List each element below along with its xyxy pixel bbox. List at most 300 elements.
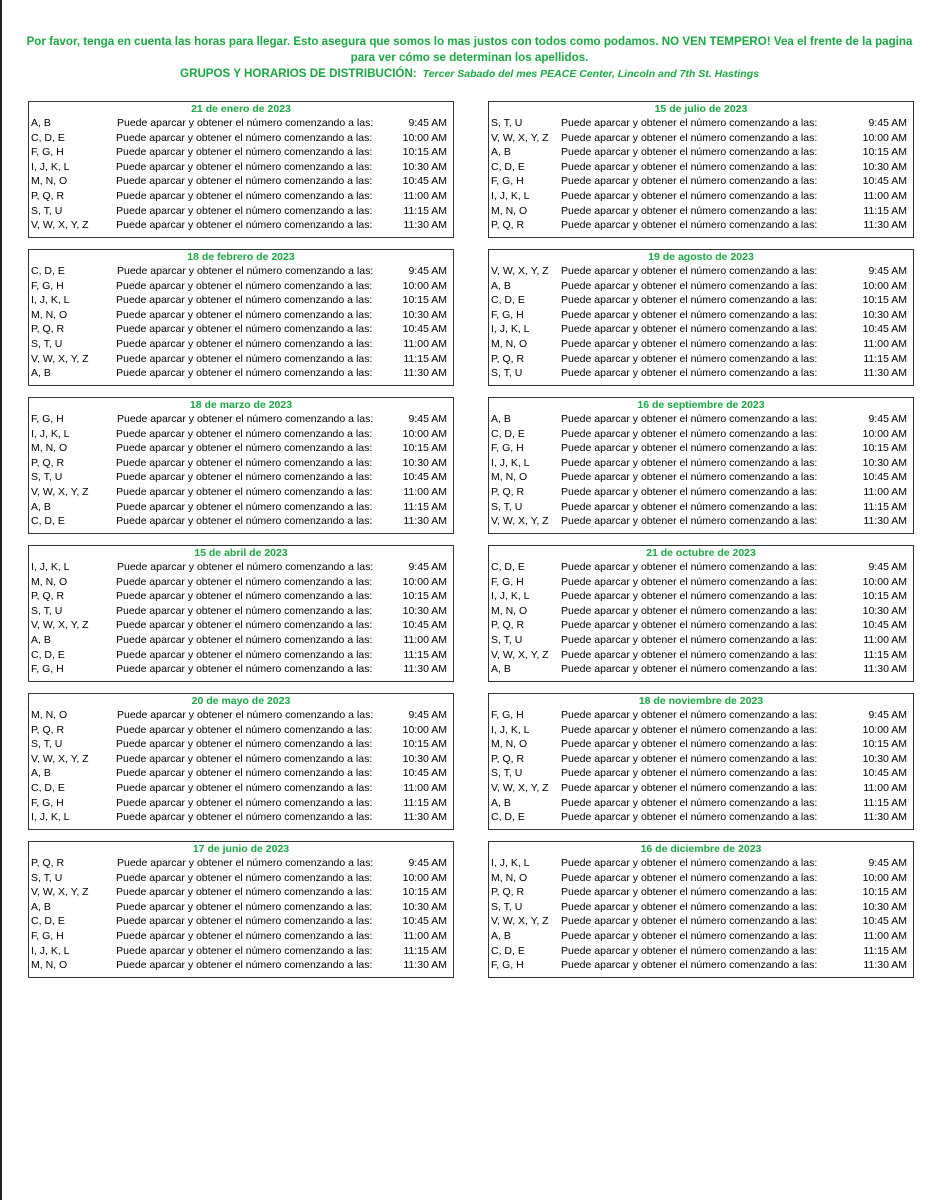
instruction-text: Puede aparcar y obtener el número comenzando a las: bbox=[561, 189, 818, 202]
instruction-text: Puede aparcar y obtener el número comenzando a las: bbox=[116, 442, 373, 455]
arrival-time: 10:45 AM bbox=[402, 323, 447, 336]
surname-group: M, N, O bbox=[491, 738, 528, 751]
schedule-row bbox=[29, 914, 453, 929]
surname-group: I, J, K, L bbox=[491, 590, 530, 603]
schedule-row bbox=[489, 174, 913, 189]
surname-group: V, W, X, Y, Z bbox=[491, 648, 549, 661]
surname-group: I, J, K, L bbox=[31, 561, 70, 573]
instruction-text: Puede aparcar y obtener el número comenzando a las: bbox=[116, 367, 373, 380]
instruction-text: Puede aparcar y obtener el número comenzando a las: bbox=[116, 767, 373, 780]
instruction-text: Puede aparcar y obtener el número comenzando a las: bbox=[116, 959, 373, 972]
schedule-row bbox=[29, 752, 453, 767]
surname-group: P, Q, R bbox=[491, 752, 525, 765]
arrival-time: 11:00 AM bbox=[863, 929, 907, 942]
instruction-text: Puede aparcar y obtener el número comenzando a las: bbox=[561, 294, 818, 307]
schedule-row bbox=[489, 575, 913, 590]
schedule-row bbox=[29, 337, 453, 352]
schedule-row bbox=[29, 514, 453, 529]
surname-group: P, Q, R bbox=[31, 323, 65, 336]
instruction-text: Puede aparcar y obtener el número comenzando a las: bbox=[116, 160, 373, 173]
page-left-border bbox=[0, 0, 2, 1200]
arrival-time: 9:45 AM bbox=[868, 709, 907, 721]
instruction-text: Puede aparcar y obtener el número comenzando a las: bbox=[561, 117, 818, 129]
arrival-time: 10:00 AM bbox=[862, 871, 907, 884]
surname-group: V, W, X, Y, Z bbox=[491, 781, 549, 794]
schedule-row bbox=[489, 662, 913, 677]
arrival-time: 11:00 AM bbox=[863, 781, 907, 794]
schedule-row bbox=[29, 796, 453, 811]
arrival-time: 11:00 AM bbox=[403, 781, 447, 794]
arrival-time: 11:15 AM bbox=[403, 796, 447, 809]
schedule-box bbox=[488, 101, 914, 238]
instruction-text: Puede aparcar y obtener el número comenzando a las: bbox=[116, 796, 373, 809]
arrival-time: 10:15 AM bbox=[862, 886, 907, 899]
surname-group: F, G, H bbox=[491, 709, 524, 721]
surname-group: A, B bbox=[31, 633, 51, 646]
arrival-time: 10:30 AM bbox=[862, 900, 907, 913]
arrival-time: 11:30 AM bbox=[403, 811, 447, 824]
arrival-time: 10:45 AM bbox=[402, 619, 447, 632]
instruction-text: Puede aparcar y obtener el número comenzando a las: bbox=[116, 279, 373, 292]
arrival-time: 10:30 AM bbox=[402, 160, 447, 173]
arrival-time: 10:15 AM bbox=[862, 146, 907, 159]
arrival-time: 11:00 AM bbox=[403, 485, 447, 498]
schedule-row bbox=[29, 560, 453, 575]
schedule-row bbox=[29, 618, 453, 633]
schedule-row bbox=[29, 174, 453, 189]
instruction-text: Puede aparcar y obtener el número comenzando a las: bbox=[561, 648, 818, 661]
arrival-time: 9:45 AM bbox=[868, 561, 907, 573]
instruction-text: Puede aparcar y obtener el número comenzando a las: bbox=[561, 131, 818, 144]
instruction-text: Puede aparcar y obtener el número comenzando a las: bbox=[561, 442, 818, 455]
arrival-time: 10:00 AM bbox=[402, 575, 447, 588]
schedule-row bbox=[29, 929, 453, 944]
surname-group: C, D, E bbox=[31, 265, 65, 277]
schedule-row bbox=[489, 189, 913, 204]
surname-group: S, T, U bbox=[491, 900, 523, 913]
surname-group: M, N, O bbox=[491, 604, 528, 617]
schedule-box bbox=[488, 545, 914, 682]
instruction-text: Puede aparcar y obtener el número comenzando a las: bbox=[561, 871, 818, 884]
surname-group: A, B bbox=[491, 796, 511, 809]
schedule-box bbox=[28, 249, 454, 386]
schedule-row bbox=[29, 500, 453, 515]
instruction-text: Puede aparcar y obtener el número comenzando a las: bbox=[561, 900, 818, 913]
surname-group: F, G, H bbox=[491, 575, 524, 588]
surname-group: C, D, E bbox=[31, 781, 65, 794]
instruction-text: Puede aparcar y obtener el número comenzando a las: bbox=[117, 413, 374, 425]
schedule-row bbox=[29, 575, 453, 590]
schedule-row bbox=[29, 856, 453, 871]
arrival-time: 10:00 AM bbox=[862, 427, 907, 440]
arrival-time: 10:15 AM bbox=[402, 886, 447, 899]
schedule-row bbox=[489, 708, 913, 723]
schedule-row bbox=[29, 589, 453, 604]
surname-group: C, D, E bbox=[31, 131, 65, 144]
schedule-box bbox=[488, 249, 914, 386]
surname-group: P, Q, R bbox=[31, 456, 65, 469]
arrival-time: 11:00 AM bbox=[863, 485, 907, 498]
arrival-time: 10:30 AM bbox=[402, 752, 447, 765]
schedule-row bbox=[29, 708, 453, 723]
surname-group: A, B bbox=[491, 663, 511, 676]
schedule-row bbox=[489, 441, 913, 456]
instruction-text: Puede aparcar y obtener el número comenzando a las: bbox=[117, 857, 374, 869]
surname-group: I, J, K, L bbox=[491, 723, 530, 736]
surname-group: F, G, H bbox=[31, 929, 64, 942]
surname-group: A, B bbox=[491, 279, 511, 292]
surname-group: S, T, U bbox=[31, 604, 63, 617]
surname-group: M, N, O bbox=[491, 871, 528, 884]
surname-group: S, T, U bbox=[491, 767, 523, 780]
surname-group: P, Q, R bbox=[31, 723, 65, 736]
instruction-text: Puede aparcar y obtener el número comenzando a las: bbox=[116, 886, 373, 899]
surname-group: M, N, O bbox=[31, 959, 68, 972]
schedule-row bbox=[29, 662, 453, 677]
instruction-text: Puede aparcar y obtener el número comenzando a las: bbox=[561, 811, 818, 824]
surname-group: V, W, X, Y, Z bbox=[491, 131, 549, 144]
instruction-text: Puede aparcar y obtener el número comenzando a las: bbox=[116, 456, 373, 469]
arrival-time: 10:45 AM bbox=[862, 915, 907, 928]
arrival-time: 9:45 AM bbox=[408, 117, 447, 129]
arrival-time: 11:30 AM bbox=[403, 219, 447, 232]
arrival-time: 10:00 AM bbox=[862, 131, 907, 144]
schedule-row bbox=[29, 648, 453, 663]
schedule-row bbox=[489, 366, 913, 381]
schedule-row bbox=[29, 737, 453, 752]
arrival-time: 10:15 AM bbox=[402, 294, 447, 307]
schedule-row bbox=[29, 204, 453, 219]
instruction-text: Puede aparcar y obtener el número comenzando a las: bbox=[561, 471, 818, 484]
surname-group: S, T, U bbox=[491, 633, 523, 646]
surname-group: S, T, U bbox=[31, 204, 63, 217]
schedule-row bbox=[489, 500, 913, 515]
schedule-row bbox=[29, 322, 453, 337]
schedule-row bbox=[29, 633, 453, 648]
schedule-row bbox=[489, 293, 913, 308]
instruction-text: Puede aparcar y obtener el número comenzando a las: bbox=[561, 279, 818, 292]
surname-group: P, Q, R bbox=[31, 590, 65, 603]
header-notice-line2: para ver cómo se determinan los apellidos. bbox=[350, 51, 589, 64]
surname-group: F, G, H bbox=[31, 663, 64, 676]
instruction-text: Puede aparcar y obtener el número comenzando a las: bbox=[116, 663, 373, 676]
arrival-time: 10:45 AM bbox=[862, 619, 907, 632]
surname-group: I, J, K, L bbox=[491, 456, 530, 469]
instruction-text: Puede aparcar y obtener el número comenzando a las: bbox=[116, 175, 373, 188]
instruction-text: Puede aparcar y obtener el número comenzando a las: bbox=[561, 175, 818, 188]
schedule-row bbox=[489, 752, 913, 767]
surname-group: C, D, E bbox=[31, 515, 65, 528]
schedule-date: 17 de junio de 2023 bbox=[192, 843, 290, 855]
arrival-time: 11:15 AM bbox=[403, 500, 447, 513]
arrival-time: 10:30 AM bbox=[402, 456, 447, 469]
schedule-row bbox=[29, 293, 453, 308]
instruction-text: Puede aparcar y obtener el número comenzando a las: bbox=[561, 857, 818, 869]
schedule-row bbox=[29, 810, 453, 825]
schedule-row bbox=[29, 116, 453, 131]
instruction-text: Puede aparcar y obtener el número comenzando a las: bbox=[561, 590, 818, 603]
arrival-time: 10:45 AM bbox=[402, 471, 447, 484]
surname-group: A, B bbox=[491, 146, 511, 159]
arrival-time: 11:15 AM bbox=[863, 352, 907, 365]
surname-group: V, W, X, Y, Z bbox=[491, 515, 549, 528]
arrival-time: 10:15 AM bbox=[402, 442, 447, 455]
surname-group: F, G, H bbox=[31, 796, 64, 809]
schedule-row bbox=[489, 560, 913, 575]
instruction-text: Puede aparcar y obtener el número comenzando a las: bbox=[561, 413, 818, 425]
arrival-time: 11:00 AM bbox=[863, 337, 907, 350]
schedule-box bbox=[488, 693, 914, 830]
schedule-box bbox=[488, 841, 914, 978]
surname-group: P, Q, R bbox=[491, 485, 525, 498]
surname-group: M, N, O bbox=[31, 575, 68, 588]
instruction-text: Puede aparcar y obtener el número comenzando a las: bbox=[116, 515, 373, 528]
schedule-date: 21 de enero de 2023 bbox=[191, 103, 291, 115]
surname-group: F, G, H bbox=[491, 308, 524, 321]
arrival-time: 10:15 AM bbox=[402, 738, 447, 751]
surname-group: A, B bbox=[31, 767, 51, 780]
instruction-text: Puede aparcar y obtener el número comenzando a las: bbox=[116, 294, 373, 307]
surname-group: V, W, X, Y, Z bbox=[31, 619, 89, 632]
header-groups-title bbox=[0, 66, 939, 82]
schedule-row bbox=[489, 308, 913, 323]
surname-group: P, Q, R bbox=[491, 352, 525, 365]
surname-group: M, N, O bbox=[31, 175, 68, 188]
arrival-time: 11:15 AM bbox=[863, 648, 907, 661]
surname-group: C, D, E bbox=[491, 944, 525, 957]
schedule-row bbox=[29, 366, 453, 381]
arrival-time: 9:45 AM bbox=[408, 561, 447, 573]
instruction-text: Puede aparcar y obtener el número comenzando a las: bbox=[561, 575, 818, 588]
arrival-time: 10:00 AM bbox=[862, 723, 907, 736]
schedule-row bbox=[489, 737, 913, 752]
instruction-text: Puede aparcar y obtener el número comenzando a las: bbox=[116, 337, 373, 350]
instruction-text: Puede aparcar y obtener el número comenzando a las: bbox=[561, 323, 818, 336]
schedule-row bbox=[489, 485, 913, 500]
arrival-time: 11:30 AM bbox=[863, 219, 907, 232]
schedule-row bbox=[29, 456, 453, 471]
arrival-time: 11:15 AM bbox=[863, 204, 907, 217]
instruction-text: Puede aparcar y obtener el número comenzando a las: bbox=[561, 604, 818, 617]
schedule-row bbox=[489, 929, 913, 944]
surname-group: V, W, X, Y, Z bbox=[491, 915, 549, 928]
schedule-row bbox=[489, 648, 913, 663]
arrival-time: 10:00 AM bbox=[402, 723, 447, 736]
surname-group: C, D, E bbox=[31, 915, 65, 928]
schedule-row bbox=[489, 796, 913, 811]
instruction-text: Puede aparcar y obtener el número comenzando a las: bbox=[116, 500, 373, 513]
schedule-date: 19 de agosto de 2023 bbox=[648, 251, 754, 263]
schedule-date: 15 de julio de 2023 bbox=[654, 103, 748, 115]
instruction-text: Puede aparcar y obtener el número comenzando a las: bbox=[116, 633, 373, 646]
surname-group: S, T, U bbox=[491, 500, 523, 513]
arrival-time: 11:00 AM bbox=[403, 929, 447, 942]
schedule-box bbox=[28, 693, 454, 830]
surname-group: S, T, U bbox=[31, 337, 63, 350]
schedule-row bbox=[489, 160, 913, 175]
instruction-text: Puede aparcar y obtener el número comenzando a las: bbox=[117, 117, 374, 129]
schedule-row bbox=[489, 412, 913, 427]
surname-group: V, W, X, Y, Z bbox=[31, 485, 89, 498]
arrival-time: 10:15 AM bbox=[862, 590, 907, 603]
surname-group: V, W, X, Y, Z bbox=[491, 265, 549, 277]
schedule-row bbox=[29, 160, 453, 175]
arrival-time: 11:30 AM bbox=[403, 515, 447, 528]
schedule-row bbox=[489, 810, 913, 825]
surname-group: V, W, X, Y, Z bbox=[31, 752, 89, 765]
surname-group: I, J, K, L bbox=[491, 857, 530, 869]
surname-group: M, N, O bbox=[31, 709, 68, 721]
schedule-row bbox=[29, 279, 453, 294]
schedule-row bbox=[489, 427, 913, 442]
surname-group: I, J, K, L bbox=[31, 811, 70, 824]
schedule-row bbox=[29, 766, 453, 781]
surname-group: F, G, H bbox=[491, 175, 524, 188]
instruction-text: Puede aparcar y obtener el número comenzando a las: bbox=[116, 752, 373, 765]
schedule-row bbox=[489, 279, 913, 294]
instruction-text: Puede aparcar y obtener el número comenzando a las: bbox=[116, 738, 373, 751]
arrival-time: 10:00 AM bbox=[402, 427, 447, 440]
instruction-text: Puede aparcar y obtener el número comenzando a las: bbox=[116, 944, 373, 957]
schedule-row bbox=[29, 604, 453, 619]
arrival-time: 10:00 AM bbox=[402, 131, 447, 144]
surname-group: F, G, H bbox=[491, 959, 524, 972]
instruction-text: Puede aparcar y obtener el número comenzando a las: bbox=[561, 204, 818, 217]
instruction-text: Puede aparcar y obtener el número comenzando a las: bbox=[116, 146, 373, 159]
schedule-box bbox=[28, 397, 454, 534]
surname-group: C, D, E bbox=[491, 294, 525, 307]
instruction-text: Puede aparcar y obtener el número comenzando a las: bbox=[116, 219, 373, 232]
surname-group: P, Q, R bbox=[491, 619, 525, 632]
surname-group: F, G, H bbox=[31, 413, 64, 425]
instruction-text: Puede aparcar y obtener el número comenzando a las: bbox=[561, 796, 818, 809]
schedule-row bbox=[489, 204, 913, 219]
instruction-text: Puede aparcar y obtener el número comenzando a las: bbox=[561, 886, 818, 899]
surname-group: C, D, E bbox=[491, 160, 525, 173]
schedule-row bbox=[489, 633, 913, 648]
instruction-text: Puede aparcar y obtener el número comenzando a las: bbox=[116, 308, 373, 321]
schedule-row bbox=[29, 145, 453, 160]
instruction-text: Puede aparcar y obtener el número comenzando a las: bbox=[561, 427, 818, 440]
schedule-date: 21 de octubre de 2023 bbox=[646, 547, 756, 559]
schedule-row bbox=[489, 871, 913, 886]
arrival-time: 10:15 AM bbox=[862, 442, 907, 455]
arrival-time: 10:30 AM bbox=[862, 604, 907, 617]
arrival-time: 10:45 AM bbox=[862, 471, 907, 484]
instruction-text: Puede aparcar y obtener el número comenzando a las: bbox=[561, 352, 818, 365]
schedule-row bbox=[489, 589, 913, 604]
surname-group: F, G, H bbox=[31, 279, 64, 292]
arrival-time: 9:45 AM bbox=[868, 117, 907, 129]
header-notice-line1: Por favor, tenga en cuenta las horas para llegar. Esto asegura que somos lo mas justos con todos como podamos. NO VEN TEMPERO! Vea el frente de la pagina bbox=[26, 35, 913, 48]
arrival-time: 11:30 AM bbox=[863, 959, 907, 972]
instruction-text: Puede aparcar y obtener el número comenzando a las: bbox=[116, 485, 373, 498]
instruction-text: Puede aparcar y obtener el número comenzando a las: bbox=[561, 738, 818, 751]
arrival-time: 10:00 AM bbox=[862, 279, 907, 292]
arrival-time: 10:15 AM bbox=[402, 590, 447, 603]
surname-group: S, T, U bbox=[31, 738, 63, 751]
instruction-text: Puede aparcar y obtener el número comenzando a las: bbox=[116, 900, 373, 913]
instruction-text: Puede aparcar y obtener el número comenzando a las: bbox=[116, 929, 373, 942]
surname-group: V, W, X, Y, Z bbox=[31, 352, 89, 365]
arrival-time: 10:00 AM bbox=[862, 575, 907, 588]
schedule-row bbox=[489, 766, 913, 781]
schedule-row bbox=[29, 412, 453, 427]
schedule-row bbox=[489, 131, 913, 146]
arrival-time: 9:45 AM bbox=[868, 265, 907, 277]
arrival-time: 9:45 AM bbox=[408, 413, 447, 425]
surname-group: P, Q, R bbox=[491, 886, 525, 899]
schedule-date: 20 de mayo de 2023 bbox=[191, 695, 291, 707]
instruction-text: Puede aparcar y obtener el número comenzando a las: bbox=[561, 752, 818, 765]
arrival-time: 11:00 AM bbox=[403, 189, 447, 202]
arrival-time: 9:45 AM bbox=[408, 709, 447, 721]
schedule-row bbox=[489, 322, 913, 337]
instruction-text: Puede aparcar y obtener el número comenzando a las: bbox=[561, 308, 818, 321]
arrival-time: 11:00 AM bbox=[863, 633, 907, 646]
instruction-text: Puede aparcar y obtener el número comenzando a las: bbox=[561, 929, 818, 942]
schedule-row bbox=[489, 856, 913, 871]
instruction-text: Puede aparcar y obtener el número comenzando a las: bbox=[116, 575, 373, 588]
schedule-row bbox=[489, 264, 913, 279]
surname-group: C, D, E bbox=[491, 561, 525, 573]
arrival-time: 11:00 AM bbox=[403, 633, 447, 646]
surname-group: P, Q, R bbox=[31, 189, 65, 202]
arrival-time: 11:30 AM bbox=[403, 663, 447, 676]
arrival-time: 11:30 AM bbox=[403, 959, 447, 972]
arrival-time: 10:45 AM bbox=[402, 175, 447, 188]
schedule-row bbox=[489, 723, 913, 738]
arrival-time: 10:30 AM bbox=[862, 308, 907, 321]
arrival-time: 10:30 AM bbox=[402, 604, 447, 617]
arrival-time: 11:15 AM bbox=[403, 944, 447, 957]
instruction-text: Puede aparcar y obtener el número comenzando a las: bbox=[561, 561, 818, 573]
instruction-text: Puede aparcar y obtener el número comenzando a las: bbox=[116, 871, 373, 884]
arrival-time: 11:15 AM bbox=[403, 352, 447, 365]
schedule-date: 18 de noviembre de 2023 bbox=[638, 695, 764, 707]
arrival-time: 11:30 AM bbox=[863, 811, 907, 824]
instruction-text: Puede aparcar y obtener el número comenzando a las: bbox=[116, 131, 373, 144]
surname-group: A, B bbox=[31, 367, 51, 380]
schedule-row bbox=[489, 337, 913, 352]
schedule-row bbox=[29, 218, 453, 233]
instruction-text: Puede aparcar y obtener el número comenzando a las: bbox=[116, 590, 373, 603]
arrival-time: 10:30 AM bbox=[862, 456, 907, 469]
surname-group: I, J, K, L bbox=[31, 427, 70, 440]
arrival-time: 10:45 AM bbox=[402, 767, 447, 780]
instruction-text: Puede aparcar y obtener el número comenzando a las: bbox=[117, 709, 374, 721]
schedule-row bbox=[489, 604, 913, 619]
arrival-time: 11:15 AM bbox=[403, 204, 447, 217]
schedule-row bbox=[29, 131, 453, 146]
schedule-row bbox=[29, 723, 453, 738]
schedule-row bbox=[29, 441, 453, 456]
arrival-time: 10:45 AM bbox=[862, 175, 907, 188]
schedule-row bbox=[489, 352, 913, 367]
schedule-row bbox=[489, 958, 913, 973]
instruction-text: Puede aparcar y obtener el número comenzando a las: bbox=[561, 337, 818, 350]
instruction-text: Puede aparcar y obtener el número comenzando a las: bbox=[561, 485, 818, 498]
arrival-time: 11:15 AM bbox=[863, 796, 907, 809]
surname-group: F, G, H bbox=[491, 442, 524, 455]
schedule-row bbox=[29, 885, 453, 900]
schedule-row bbox=[29, 427, 453, 442]
surname-group: I, J, K, L bbox=[31, 160, 70, 173]
arrival-time: 10:30 AM bbox=[402, 900, 447, 913]
schedule-row bbox=[29, 352, 453, 367]
instruction-text: Puede aparcar y obtener el número comenzando a las: bbox=[116, 604, 373, 617]
arrival-time: 11:30 AM bbox=[863, 515, 907, 528]
